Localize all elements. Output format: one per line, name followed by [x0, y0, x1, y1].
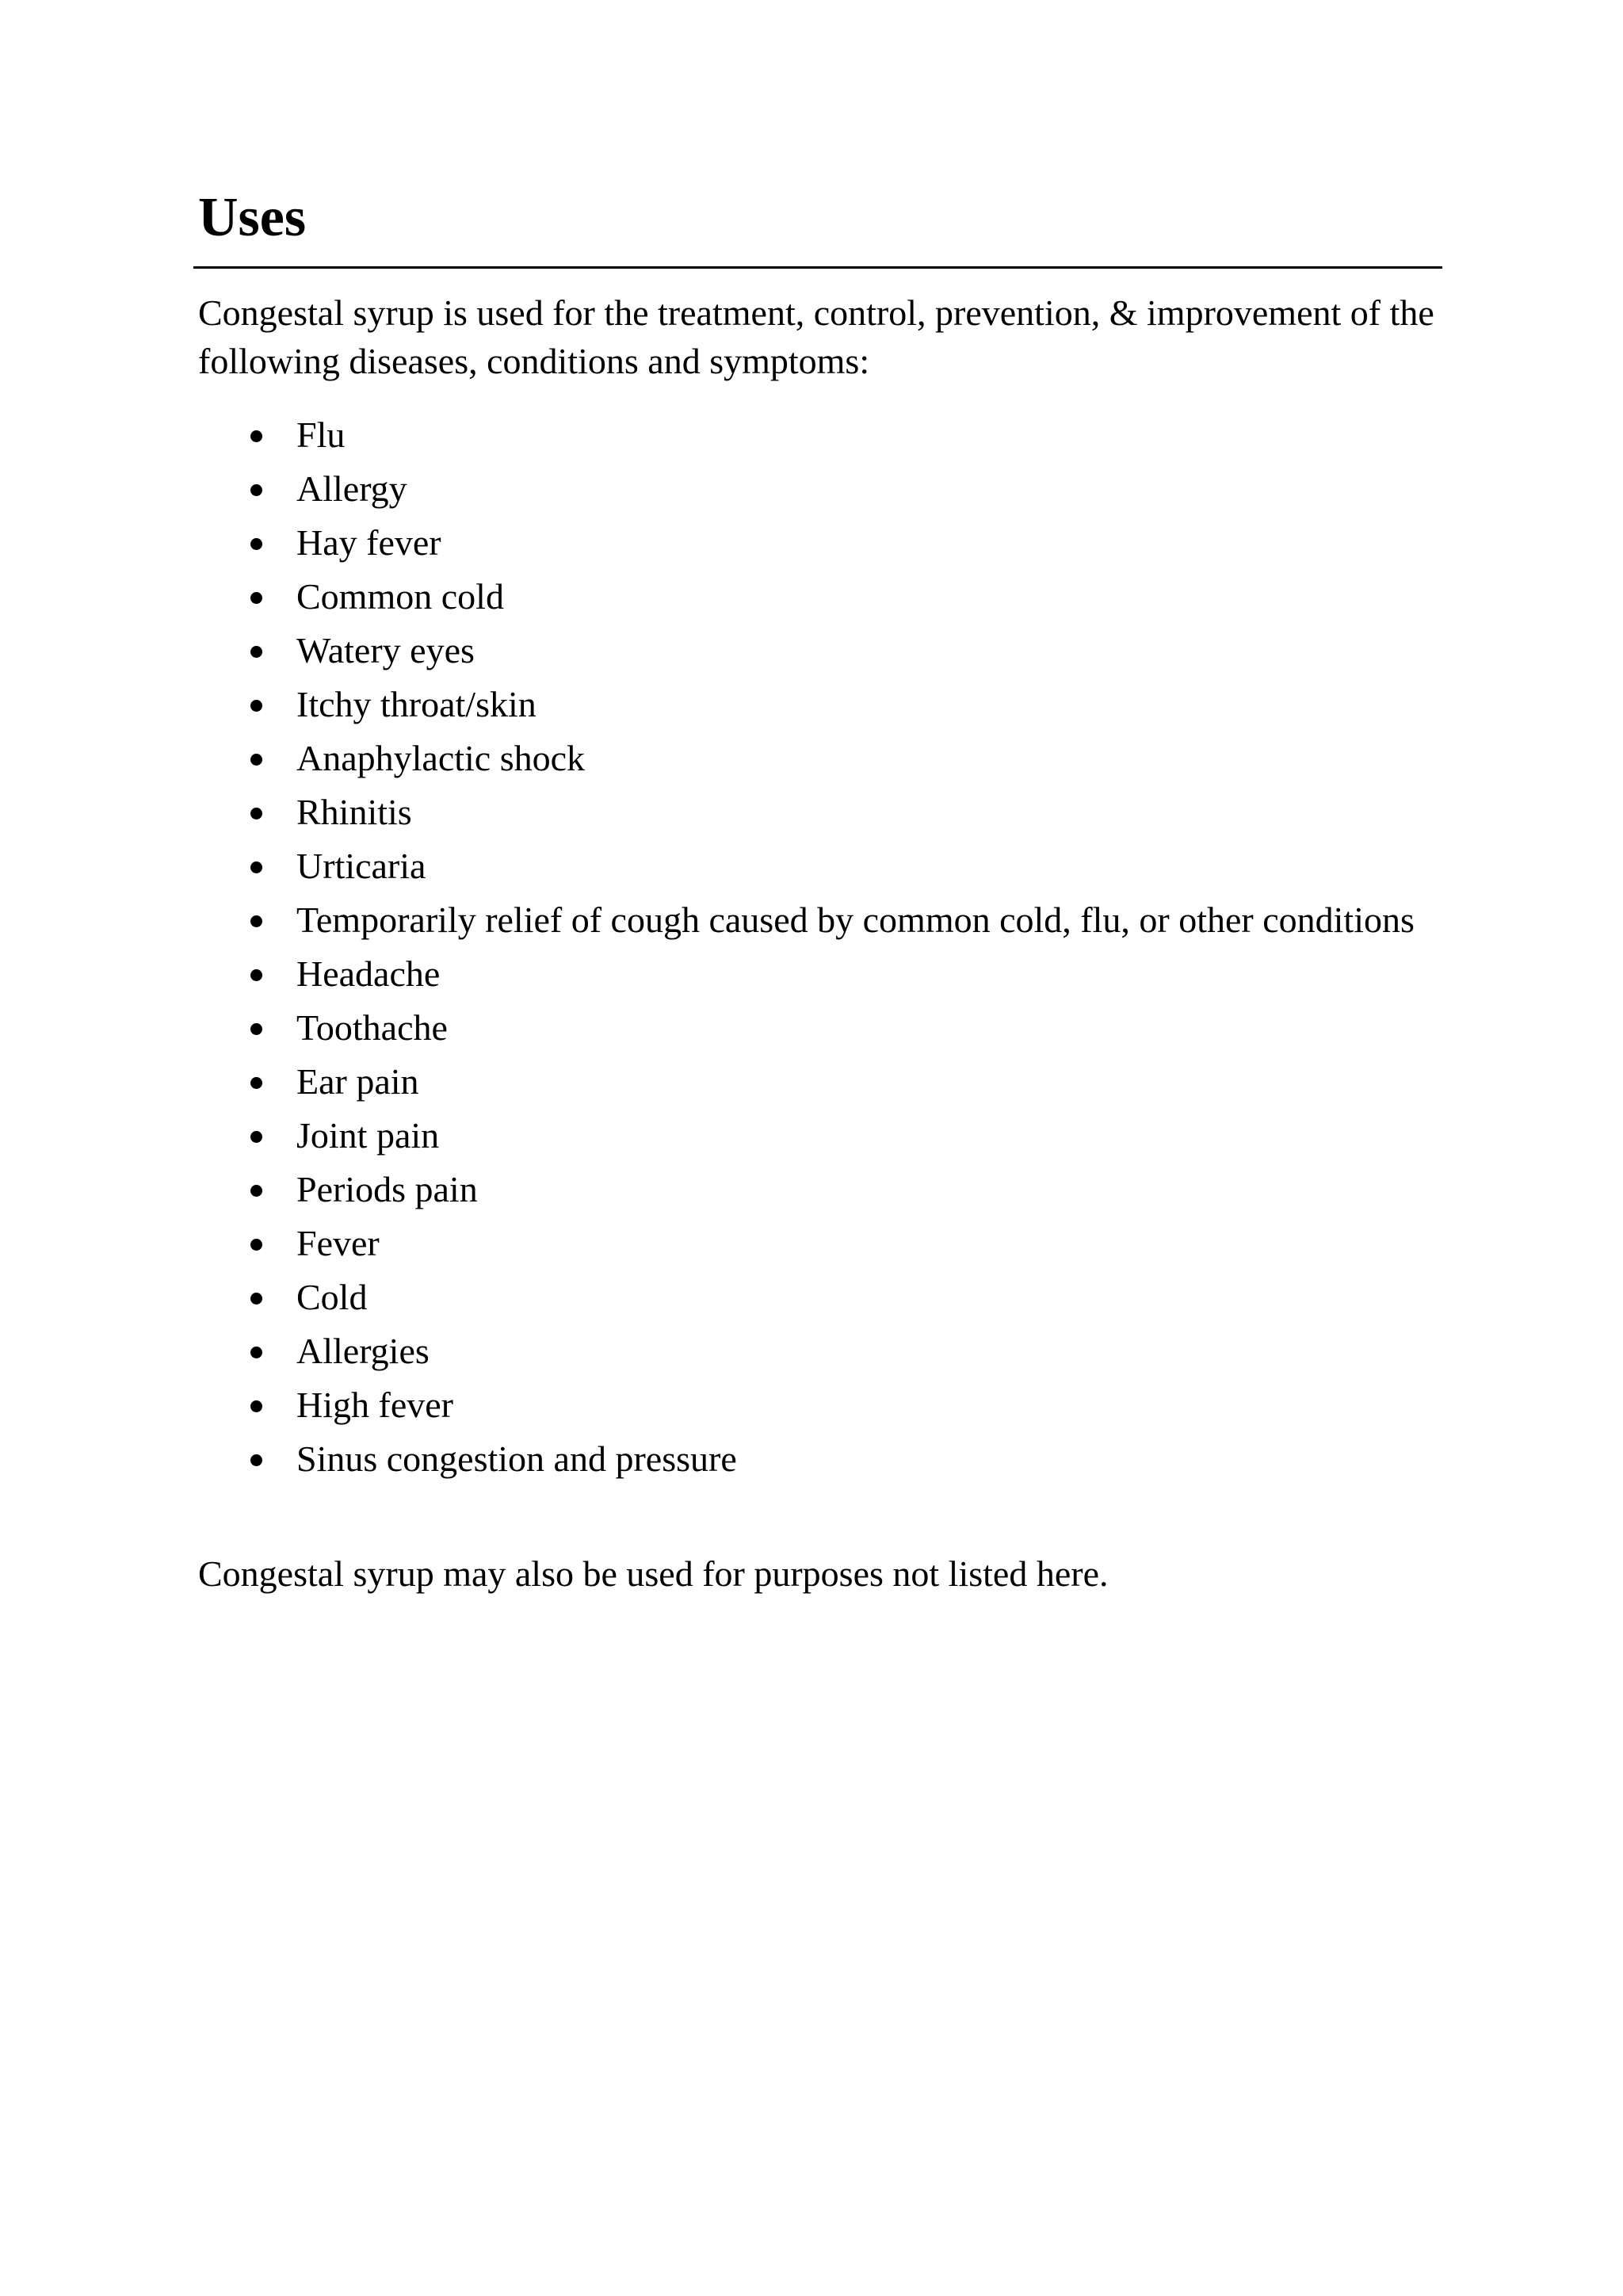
bullet-icon — [250, 754, 262, 766]
list-item-text: Ear pain — [296, 1061, 419, 1102]
bullet-icon — [250, 592, 262, 604]
uses-list — [198, 411, 1442, 1488]
list-item — [198, 680, 1442, 729]
list-item-text: Fever — [296, 1223, 380, 1263]
list-item-text: Common cold — [296, 576, 504, 617]
list-item — [198, 842, 1442, 891]
bullet-icon — [250, 861, 262, 873]
list-item-text: Hay fever — [296, 522, 441, 563]
bullet-icon — [250, 808, 262, 819]
bullet-icon — [250, 646, 262, 658]
uses-section — [198, 187, 1442, 1594]
bullet-icon — [250, 1023, 262, 1035]
list-item-text: Rhinitis — [296, 792, 412, 832]
list-item — [198, 734, 1442, 783]
list-item-text: Toothache — [296, 1007, 448, 1048]
list-item-text: Allergies — [296, 1331, 430, 1371]
bullet-icon — [250, 1454, 262, 1466]
list-item — [198, 518, 1442, 567]
bullet-icon — [250, 1347, 262, 1358]
list-item-text: Sinus congestion and pressure — [296, 1438, 737, 1479]
list-item-text: Allergy — [296, 468, 407, 509]
bullet-icon — [250, 915, 262, 927]
list-item-text: Cold — [296, 1277, 368, 1317]
list-item — [198, 626, 1442, 675]
bullet-icon — [250, 538, 262, 550]
list-item — [198, 949, 1442, 999]
list-item — [198, 896, 1442, 945]
list-item — [198, 1273, 1442, 1322]
bullet-icon — [250, 1293, 262, 1305]
list-item — [198, 1219, 1442, 1268]
list-item — [198, 464, 1442, 514]
list-item — [198, 1057, 1442, 1106]
bullet-icon — [250, 1077, 262, 1089]
bullet-icon — [250, 1239, 262, 1251]
list-item-text: High fever — [296, 1385, 453, 1425]
heading-divider — [193, 266, 1442, 269]
list-item — [198, 1327, 1442, 1376]
list-item-text: Watery eyes — [296, 630, 475, 670]
list-item-text: Joint pain — [296, 1115, 440, 1156]
closing-paragraph: Congestal syrup may also be used for purposes not listed here. — [198, 1553, 1109, 1594]
list-item — [198, 788, 1442, 837]
list-item-text: Urticaria — [296, 846, 426, 886]
section-heading: Uses — [198, 187, 307, 248]
bullet-icon — [250, 700, 262, 712]
bullet-icon — [250, 430, 262, 442]
bullet-icon — [250, 969, 262, 981]
list-item — [198, 1435, 1442, 1484]
list-item-text: Periods pain — [296, 1169, 478, 1209]
bullet-icon — [250, 1400, 262, 1412]
list-item — [198, 1111, 1442, 1160]
list-item-text: Anaphylactic shock — [296, 738, 586, 778]
bullet-icon — [250, 484, 262, 496]
intro-paragraph: Congestal syrup is used for the treatment, control, prevention, & improvement of the following diseases, conditions and symptoms: — [198, 292, 1434, 381]
list-item — [198, 572, 1442, 621]
list-item-text: Itchy throat/skin — [296, 684, 537, 724]
list-item-text: Flu — [296, 415, 346, 455]
list-item-text: Temporarily relief of cough caused by common cold, flu, or other conditions — [296, 900, 1415, 940]
list-item — [198, 1003, 1442, 1052]
list-item-text: Headache — [296, 953, 441, 994]
list-item — [198, 1381, 1442, 1430]
bullet-icon — [250, 1131, 262, 1143]
list-item — [198, 411, 1442, 460]
list-item — [198, 1165, 1442, 1214]
bullet-icon — [250, 1185, 262, 1197]
